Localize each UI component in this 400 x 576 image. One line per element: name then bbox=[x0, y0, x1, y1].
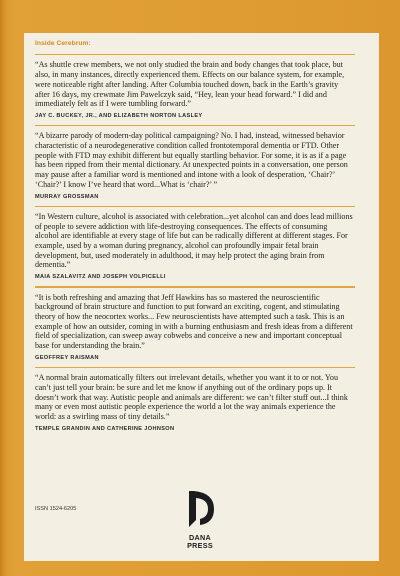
publisher-name bbox=[175, 534, 225, 550]
divider bbox=[35, 286, 355, 287]
quote-author: GEOFFREY RAISMAN bbox=[35, 354, 99, 361]
divider bbox=[35, 54, 355, 55]
divider bbox=[35, 367, 355, 368]
quote-author: MAIA SZALAVITZ AND JOSEPH VOLPICELLI bbox=[35, 274, 166, 281]
dana-press-logo bbox=[175, 490, 225, 556]
quotes-panel bbox=[24, 33, 379, 561]
publisher-line-1: DANA bbox=[189, 533, 211, 542]
quote-author: MURRAY GROSSMAN bbox=[35, 193, 99, 200]
quote-text: “In Western culture, alcohol is associated with celebration...yet alcohol can and does lead millions of people to severe addiction with life-destroying consequences. The effects of consuming alcohol are identifiable at every stage of life but can be radically different at different stages. For example, used by a woman during pregnancy, alcohol can profoundly impair fetal brain development, but, used moderately in adulthood, it may help protect the aging brain from dementia.” bbox=[35, 211, 353, 270]
divider bbox=[35, 206, 355, 207]
quote-text: “A bizarre parody of modern-day political campaigning? No. I had, instead, witnessed behavior characteristic of a neurodegenerative condition called frontotemporal dementia or FTD. Other people with FTD may exhibit different but equally startling behavior. For some, it is as if a page has been ripped from their mental dictionary. At unexpected points in a conversation, one person may pause after a familiar word is mentioned and intone with a look of desperation, ‘Chair?’ ‘Chair?’ I know I’ve heard that word...What is ‘chair?’ ” bbox=[35, 131, 348, 189]
quote-author: TEMPLE GRANDIN AND CATHERINE JOHNSON bbox=[35, 425, 175, 432]
quote-entry bbox=[35, 60, 379, 119]
quote-text: “It is both refreshing and amazing that Jeff Hawkins has so mastered the neuroscientific background of brain structure and function to put forward an exciting, cogent, and stimulating theory of how the neocortex works... Few neuroscientists have attempted such a task. This is an example of how an outsider, coming in with a burning enthusiasm and fresh ideas from a different field of specialization, can sweep away cobwebs and conceive a new and important conceptual base for understanding the brain.” bbox=[35, 292, 353, 351]
quote-entry bbox=[35, 212, 379, 280]
quote-entry bbox=[35, 293, 379, 361]
quote-entry bbox=[35, 373, 379, 432]
section-title: Inside Cerebrum: bbox=[35, 40, 91, 47]
dana-logo-mark-icon bbox=[185, 490, 215, 528]
publisher-line-2: PRESS bbox=[187, 541, 213, 550]
divider bbox=[35, 125, 355, 126]
quote-entry bbox=[35, 131, 379, 199]
issn-number: ISSN 1524-6205 bbox=[35, 506, 77, 512]
quote-text: “As shuttle crew members, we not only studied the brain and body changes that took place, but also, in many instances, directly experienced them. Effects on our balance system, for example, were noticeable right after landing. After Columbia touched down, back in the Earth’s gravity after 16 days, my crewmate Jim Pawelczyk said, “Hey, lean your head forward.” I did and immediately felt as if I were tumbling forward.” bbox=[35, 60, 345, 109]
quote-author: JAY C. BUCKEY, JR., AND ELIZABETH NORTON LASLEY bbox=[35, 112, 203, 119]
quote-text: “A normal brain automatically filters out irrelevant details, whether you want it to or not. You can’t just tell your brain: be sure and let me know if anything out of the ordinary pops up. It doesn’t work that way. Autistic people and animals are different: we can’t filter stuff out...I think many or even most autistic people experience the world a lot the way animals experience the world: as a swirling mass of tiny details.” bbox=[35, 373, 348, 421]
